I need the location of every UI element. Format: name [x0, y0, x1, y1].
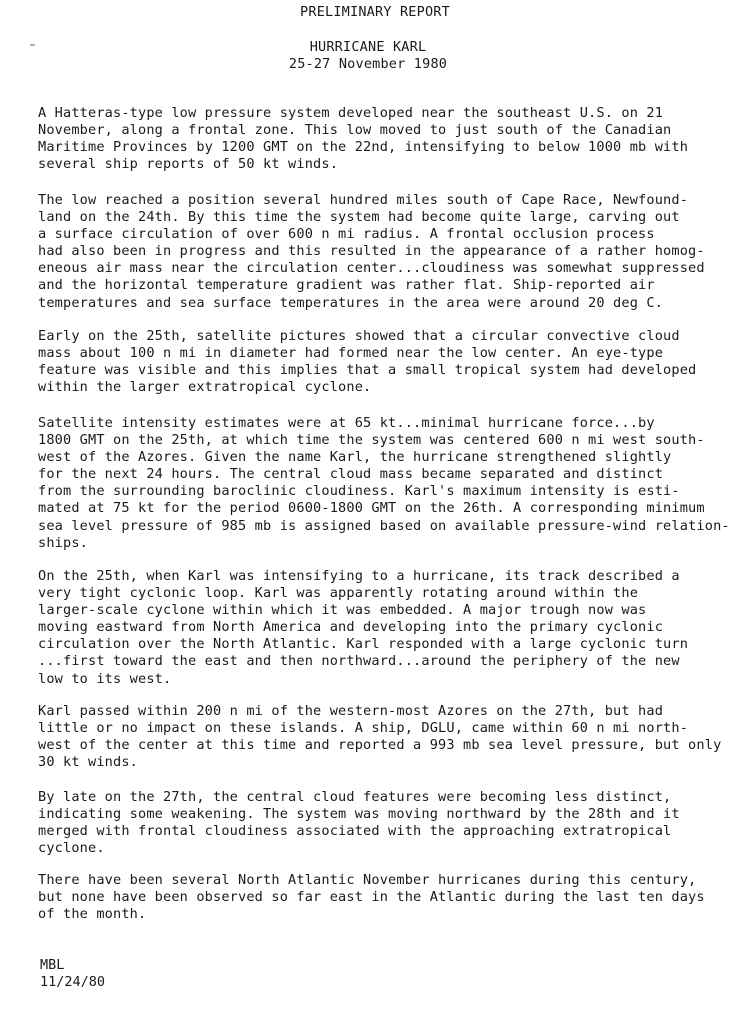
- text-line: eneous air mass near the circulation center...cloudiness was somewhat suppressed: [38, 260, 705, 277]
- text-line: for the next 24 hours. The central cloud mass became separated and distinct: [38, 466, 664, 483]
- text-line: cyclone.: [38, 840, 105, 857]
- text-line: of the month.: [38, 906, 147, 923]
- text-line: feature was visible and this implies that a small tropical system had developed: [38, 362, 697, 379]
- text-line: merged with frontal cloudiness associated with the approaching extratropical: [38, 823, 672, 840]
- report-type-heading: PRELIMINARY REPORT: [300, 4, 450, 20]
- text-line: There have been several North Atlantic November hurricanes during this century,: [38, 872, 697, 888]
- text-line: November, along a frontal zone. This low moved to just south of the Canadian: [38, 122, 672, 139]
- signature-date: 11/24/80: [40, 974, 106, 990]
- text-line: land on the 24th. By this time the system had become quite large, carving out: [38, 209, 680, 226]
- text-line: several ship reports of 50 kt winds.: [38, 156, 339, 173]
- text-line: Maritime Provinces by 1200 GMT on the 22nd, intensifying to below 1000 mb with: [38, 139, 689, 156]
- text-line: indicating some weakening. The system was moving northward by the 28th and it: [38, 806, 680, 823]
- text-line: larger-scale cyclone within which it was embedded. A major trough now was: [38, 602, 647, 619]
- text-line: ...first toward the east and then northward...around the periphery of the new: [38, 653, 680, 670]
- text-line: ships.: [38, 534, 89, 551]
- paragraph-cape-race: [38, 192, 705, 312]
- text-line: 1800 GMT on the 25th, at which time the system was centered 600 n mi west south-: [38, 432, 705, 449]
- text-line: The low reached a position several hundred miles south of Cape Race, Newfound-: [38, 192, 689, 208]
- text-line: moving eastward from North America and developing into the primary cyclonic: [38, 619, 664, 636]
- text-line: a surface circulation of over 600 n mi radius. A frontal occlusion process: [38, 226, 655, 243]
- text-line: had also been in progress and this resulted in the appearance of a rather homog-: [38, 243, 705, 260]
- text-line: sea level pressure of 985 mb is assigned based on available pressure-wind relation-: [38, 517, 730, 534]
- text-line: little or no impact on these islands. A ship, DGLU, came within 60 n mi north-: [38, 720, 689, 737]
- text-line: 30 kt winds.: [38, 754, 139, 771]
- text-line: temperatures and sea surface temperatures in the area were around 20 deg C.: [38, 294, 664, 311]
- text-line: and the horizontal temperature gradient was rather flat. Ship-reported air: [38, 277, 655, 294]
- text-line: from the surrounding baroclinic cloudiness. Karl's maximum intensity is esti-: [38, 483, 680, 500]
- text-line: west of the Azores. Given the name Karl, the hurricane strengthened slightly: [38, 449, 672, 466]
- text-line: circulation over the North Atlantic. Karl responded with a large cyclonic turn: [38, 636, 689, 653]
- text-line: but none have been observed so far east in the Atlantic during the last ten days: [38, 889, 705, 906]
- text-line: low to its west.: [38, 670, 172, 687]
- text-line: By late on the 27th, the central cloud features were becoming less distinct,: [38, 789, 672, 805]
- paragraph-climatology: [38, 872, 705, 923]
- paragraph-intensity: [38, 415, 730, 552]
- paragraph-azores-pass: [38, 703, 721, 771]
- text-line: very tight cyclonic loop. Karl was apparently rotating around within the: [38, 585, 639, 602]
- text-line: Satellite intensity estimates were at 65 kt...minimal hurricane force...by: [38, 415, 655, 431]
- report-dates-heading: 25-27 November 1980: [288, 56, 448, 72]
- text-line: west of the center at this time and reported a 993 mb sea level pressure, but only: [38, 737, 722, 754]
- storm-name-heading: HURRICANE KARL: [309, 39, 427, 55]
- paragraph-formation: [38, 105, 688, 173]
- text-line: On the 25th, when Karl was intensifying to a hurricane, its track described a: [38, 568, 680, 584]
- text-line: mated at 75 kt for the period 0600-1800 GMT on the 26th. A corresponding minimum: [38, 500, 705, 517]
- paragraph-weakening: [38, 789, 680, 857]
- text-line: Karl passed within 200 n mi of the western-most Azores on the 27th, but had: [38, 703, 664, 719]
- author-initials: MBL: [40, 957, 65, 973]
- text-line: mass about 100 n mi in diameter had formed near the low center. An eye-type: [38, 345, 664, 362]
- text-line: within the larger extratropical cyclone.: [38, 379, 372, 396]
- paragraph-track-loop: [38, 568, 688, 688]
- text-line: Early on the 25th, satellite pictures showed that a circular convective cloud: [38, 328, 680, 344]
- paragraph-satellite-eye: [38, 328, 696, 396]
- text-line: A Hatteras-type low pressure system developed near the southeast U.S. on 21: [38, 105, 664, 121]
